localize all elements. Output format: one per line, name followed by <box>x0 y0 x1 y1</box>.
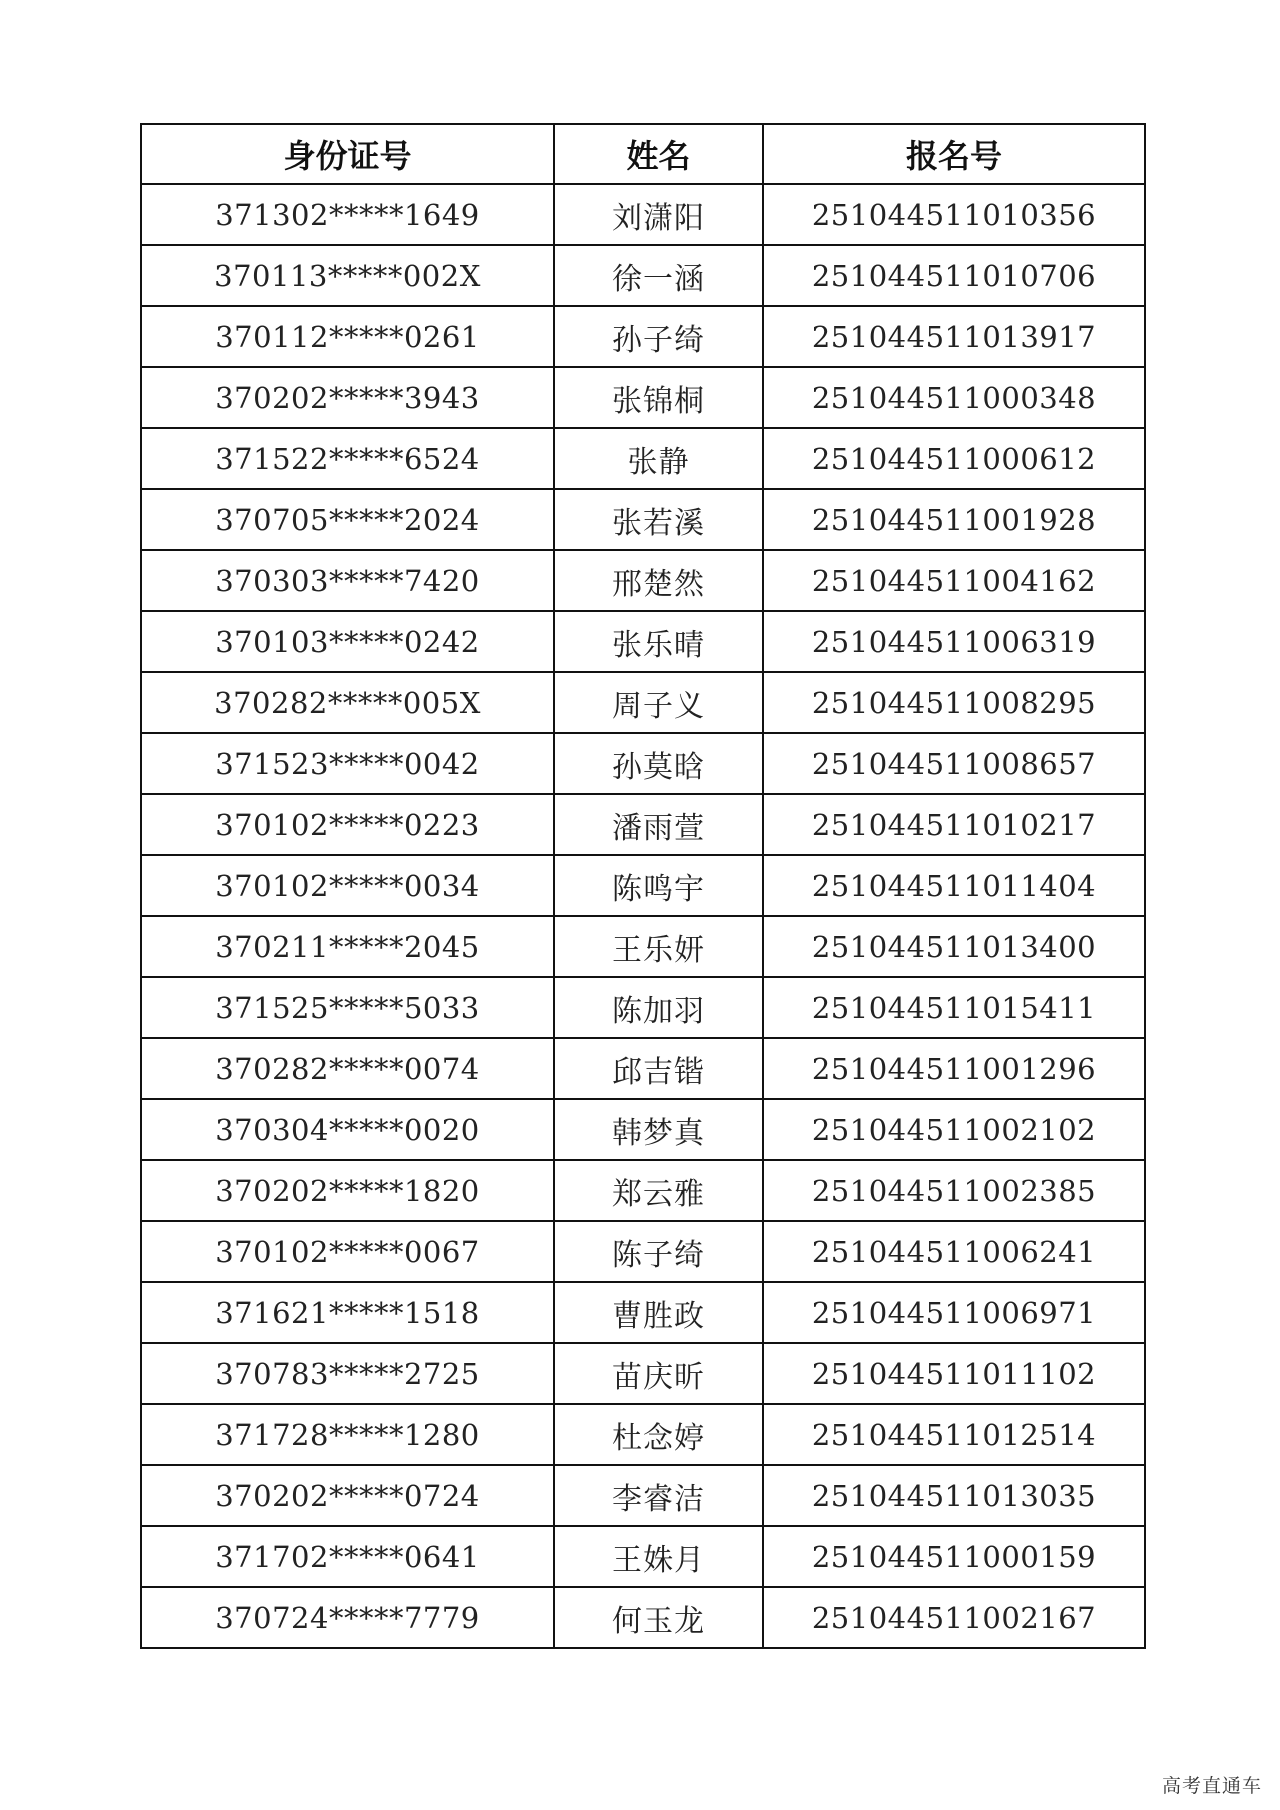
column-header-registration-number: 报名号 <box>763 124 1145 184</box>
name-cell: 苗庆昕 <box>554 1343 763 1404</box>
table-row <box>141 428 1145 489</box>
table-row <box>141 916 1145 977</box>
name-cell: 徐一涵 <box>554 245 763 306</box>
registration-number-cell: 251044511001928 <box>763 489 1145 550</box>
id-number-cell: 371523*****0042 <box>141 733 554 794</box>
registration-number-cell: 251044511012514 <box>763 1404 1145 1465</box>
name-cell: 王乐妍 <box>554 916 763 977</box>
id-number-cell: 371522*****6524 <box>141 428 554 489</box>
table-row <box>141 855 1145 916</box>
id-number-cell: 370102*****0034 <box>141 855 554 916</box>
name-cell: 周子义 <box>554 672 763 733</box>
name-cell: 陈子绮 <box>554 1221 763 1282</box>
registration-number-cell: 251044511011404 <box>763 855 1145 916</box>
table-row <box>141 1404 1145 1465</box>
name-cell: 张锦桐 <box>554 367 763 428</box>
id-number-cell: 371702*****0641 <box>141 1526 554 1587</box>
id-number-cell: 370282*****0074 <box>141 1038 554 1099</box>
candidate-table <box>140 123 1146 1649</box>
table-header-row <box>141 124 1145 184</box>
registration-number-cell: 251044511010706 <box>763 245 1145 306</box>
name-cell: 陈鸣宇 <box>554 855 763 916</box>
table-row <box>141 611 1145 672</box>
name-cell: 杜念婷 <box>554 1404 763 1465</box>
id-number-cell: 370202*****1820 <box>141 1160 554 1221</box>
table-row <box>141 367 1145 428</box>
registration-number-cell: 251044511002167 <box>763 1587 1145 1648</box>
table-row <box>141 1465 1145 1526</box>
id-number-cell: 370783*****2725 <box>141 1343 554 1404</box>
name-cell: 张乐晴 <box>554 611 763 672</box>
name-cell: 何玉龙 <box>554 1587 763 1648</box>
registration-number-cell: 251044511015411 <box>763 977 1145 1038</box>
id-number-cell: 371525*****5033 <box>141 977 554 1038</box>
registration-number-cell: 251044511013035 <box>763 1465 1145 1526</box>
id-number-cell: 370202*****0724 <box>141 1465 554 1526</box>
table-row <box>141 184 1145 245</box>
name-cell: 韩梦真 <box>554 1099 763 1160</box>
registration-number-cell: 251044511006319 <box>763 611 1145 672</box>
name-cell: 陈加羽 <box>554 977 763 1038</box>
registration-number-cell: 251044511013917 <box>763 306 1145 367</box>
name-cell: 孙莫晗 <box>554 733 763 794</box>
id-number-cell: 370102*****0223 <box>141 794 554 855</box>
table-row <box>141 733 1145 794</box>
id-number-cell: 370303*****7420 <box>141 550 554 611</box>
table-row <box>141 1343 1145 1404</box>
registration-number-cell: 251044511008657 <box>763 733 1145 794</box>
registration-number-cell: 251044511000612 <box>763 428 1145 489</box>
name-cell: 潘雨萱 <box>554 794 763 855</box>
id-number-cell: 370705*****2024 <box>141 489 554 550</box>
id-number-cell: 370304*****0020 <box>141 1099 554 1160</box>
name-cell: 张若溪 <box>554 489 763 550</box>
name-cell: 孙子绮 <box>554 306 763 367</box>
table-row <box>141 672 1145 733</box>
table-row <box>141 1587 1145 1648</box>
registration-number-cell: 251044511001296 <box>763 1038 1145 1099</box>
registration-number-cell: 251044511010217 <box>763 794 1145 855</box>
registration-number-cell: 251044511010356 <box>763 184 1145 245</box>
id-number-cell: 370102*****0067 <box>141 1221 554 1282</box>
table-row <box>141 550 1145 611</box>
name-cell: 邱吉锴 <box>554 1038 763 1099</box>
name-cell: 王姝月 <box>554 1526 763 1587</box>
table-row <box>141 245 1145 306</box>
table-row <box>141 1221 1145 1282</box>
table-row <box>141 489 1145 550</box>
column-header-name: 姓名 <box>554 124 763 184</box>
registration-number-cell: 251044511000159 <box>763 1526 1145 1587</box>
name-cell: 张静 <box>554 428 763 489</box>
table-row <box>141 306 1145 367</box>
table-row <box>141 1526 1145 1587</box>
id-number-cell: 371728*****1280 <box>141 1404 554 1465</box>
id-number-cell: 371302*****1649 <box>141 184 554 245</box>
id-number-cell: 370724*****7779 <box>141 1587 554 1648</box>
registration-number-cell: 251044511002385 <box>763 1160 1145 1221</box>
table-body <box>141 184 1145 1648</box>
table-row <box>141 977 1145 1038</box>
id-number-cell: 370282*****005X <box>141 672 554 733</box>
registration-number-cell: 251044511000348 <box>763 367 1145 428</box>
registration-number-cell: 251044511008295 <box>763 672 1145 733</box>
table-row <box>141 1160 1145 1221</box>
table-row <box>141 1038 1145 1099</box>
id-number-cell: 370113*****002X <box>141 245 554 306</box>
registration-number-cell: 251044511011102 <box>763 1343 1145 1404</box>
registration-number-cell: 251044511013400 <box>763 916 1145 977</box>
watermark-text: 高考直通车 <box>1161 1775 1262 1797</box>
name-cell: 曹胜政 <box>554 1282 763 1343</box>
name-cell: 李睿洁 <box>554 1465 763 1526</box>
id-number-cell: 370202*****3943 <box>141 367 554 428</box>
id-number-cell: 370112*****0261 <box>141 306 554 367</box>
column-header-id-number: 身份证号 <box>141 124 554 184</box>
name-cell: 刘潇阳 <box>554 184 763 245</box>
registration-number-cell: 251044511002102 <box>763 1099 1145 1160</box>
id-number-cell: 370103*****0242 <box>141 611 554 672</box>
table-row <box>141 1099 1145 1160</box>
name-cell: 邢楚然 <box>554 550 763 611</box>
table-row <box>141 1282 1145 1343</box>
registration-number-cell: 251044511006241 <box>763 1221 1145 1282</box>
id-number-cell: 371621*****1518 <box>141 1282 554 1343</box>
registration-number-cell: 251044511006971 <box>763 1282 1145 1343</box>
name-cell: 郑云雅 <box>554 1160 763 1221</box>
registration-number-cell: 251044511004162 <box>763 550 1145 611</box>
id-number-cell: 370211*****2045 <box>141 916 554 977</box>
table-row <box>141 794 1145 855</box>
